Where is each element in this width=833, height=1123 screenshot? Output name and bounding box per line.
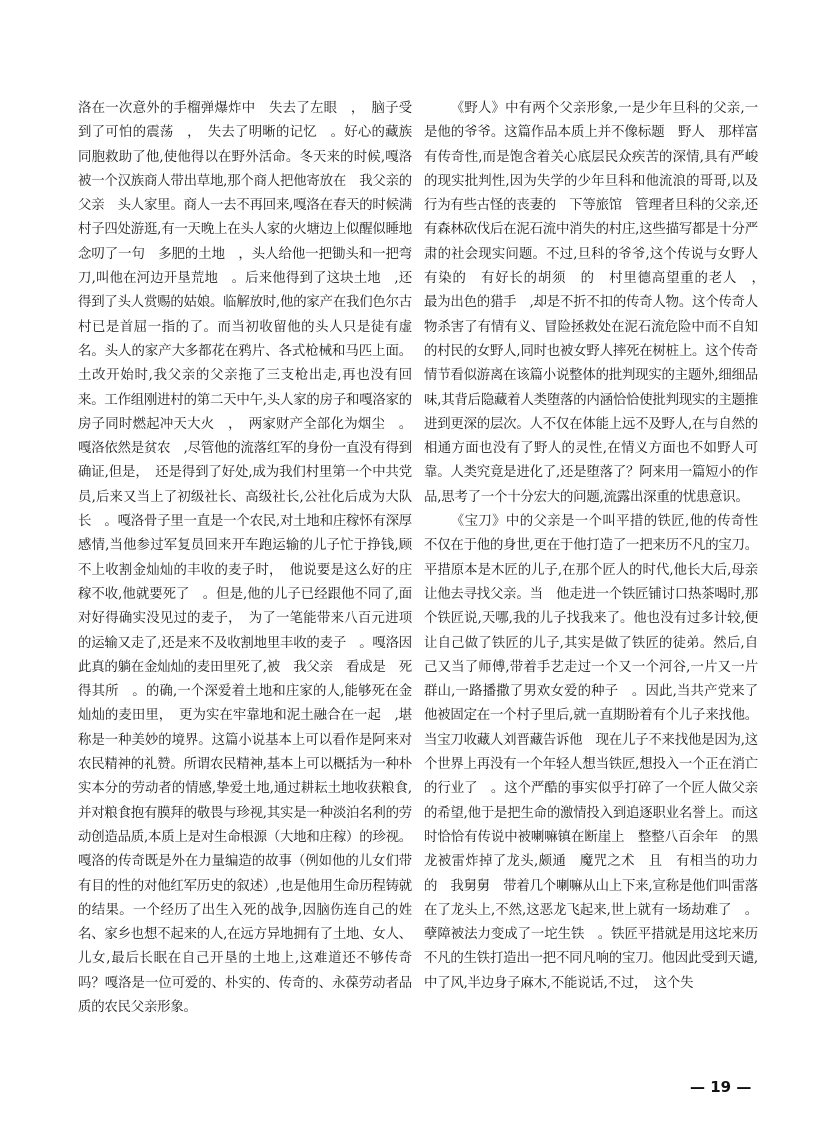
page-number: — 19 — bbox=[690, 1078, 752, 1096]
paragraph: 《宝刀》中的父亲是一个叫平措的铁匠,他的传奇性不仅在于他的身世,更在于他打造了一把来历不凡的宝刀。平措原本是木匠的儿子,在那个匠人的时代,他长大后,母亲让他去寻找父亲。当 他走进一个铁匠铺讨口热茶喝时,那个铁匠说,天哪,我的儿子找我来了。他也没有过多计较,便让自己做了铁匠的儿子,其实是做了铁匠的徒弟。然后,自己又当了师傅,带着手艺走过一个又一个河谷,一片又一片群山,一路播撒了男欢女爱的种子 。因此,当共产党来了他被固定在一个村子里后,就一直期盼着有个儿子来找他。当宝刀收藏人刘晋藏告诉他 现在儿子不来找他是因为,这个世界上再没有一个年轻人想当铁匠,想投入一个正在消亡的行业了 。这个严酷的事实似乎打碎了一个匠人做父亲的希望,他于是把生命的激情投入到追逐职业名誉上。而这时恰恰有传说中被喇嘛镇在断崖上 整整八百余年 的黑龙被雷炸掉了龙头,颇通 魔咒之术 且 有相当的功力 的 我舅舅 带着几个喇嘛从山上下来,宣称是他们叫雷落在了龙头上,不然,这恶龙飞起来,世上就有一场劫难了 。孽障被法力变成了一坨生铁 。铁匠平措就是用这坨来历不凡的生铁打造出一把不同凡响的宝刀。他因此受到天谴,中了风,半边身子麻木,不能说话,不过， 这个失 bbox=[424, 514, 772, 991]
left-column bbox=[78, 97, 412, 1020]
paragraph: 《野人》中有两个父亲形象,一是少年旦科的父亲,一是他的爷爷。这篇作品本质上并不像标题 野人 那样富有传奇性,而是饱含着关心底层民众疾苦的深情,具有严峻的现实批判性,因为失学的少年旦科和他流浪的哥哥,以及行为有些古怪的丧妻的 下等旅馆 管理者旦科的父亲,还有森林砍伐后在泥石流中消失的村庄,这些描写都是十分严肃的社会现实问题。不过,旦科的爷爷,这个传说与女野人有染的 有好长的胡须 的 村里德高望重的老人 ， 最为出色的猎手 ,却是不折不扣的传奇人物。这个传奇人物杀害了有情有义、冒险拯救处在泥石流危险中而不自知的村民的女野人,同时也被女野人摔死在树桩上。这个传奇情节看似游离在该篇小说整体的批判现实的主题外,细细品味,其背后隐藏着人类堕落的内涵恰恰使批判现实的主题推进到更深的层次。人不仅在体能上远不及野人,在与自然的相通方面也没有了野人的灵性,在情义方面也不如野人可靠。人类究竟是进化了,还是堕落了？阿来用一篇短小的作品,思考了一个十分宏大的问题,流露出深重的忧患意识。 bbox=[424, 101, 772, 505]
paragraph: 洛在一次意外的手榴弹爆炸中 失去了左眼 ， 脑子受到了可怕的震荡 ， 失去了明晰的记忆 。好心的藏族同胞救助了他,使他得以在野外活命。冬天来的时候,嘎洛被一个汉族商人带出草地,那个商人把他寄放在 我父亲的父亲 头人家里。商人一去不再回来,嘎洛在春天的时候满村子四处游逛,有一天晚上在头人家的火塘边上似醒似睡地念叨了一句 多肥的土地 ，头人给他一把锄头和一把弯刀,叫他在河边开垦荒地 。后来他得到了这块土地 ,还得到了头人赏赐的姑娘。临解放时,他的家产在我们色尔古村已是首屈一指的了。而当初收留他的头人只是徒有虚名。头人的家产大多都花在鸦片、各式枪械和马匹上面。土改开始时,我父亲的父亲拖了三支枪出走,再也没有回来。工作组刚进村的第二天中午,头人家的房子和嘎洛家的房子同时燃起冲天大火 ， 两家财产全部化为烟尘 。嘎洛依然是贫农 ,尽管他的流落红军的身份一直没有得到确证,但是， 还是得到了好处,成为我们村里第一个中共党员,后来又当上了初级社长、高级社长,公社化后成为大队长 。嘎洛骨子里一直是一个农民,对土地和庄稼怀有深厚感情,当他参过军复员回来开车跑运输的儿子忙于挣钱,顾不上收割金灿灿的丰收的麦子时， 他说要是这么好的庄稼不收,他就要死了 。但是,他的儿子已经跟他不同了,面对好得确实没见过的麦子， 为了一笔能带来八百元进项的运输又走了,还是来不及收割地里丰收的麦子 。嘎洛因此真的躺在金灿灿的麦田里死了,被 我父亲 看成是 死得其所 。的确,一个深爱着土地和庄家的人,能够死在金灿灿的麦田里， 更为实在牢靠地和泥土融合在一起 ,堪称是一种美妙的境界。这篇小说基本上可以看作是阿来对农民精神的礼赞。所谓农民精神,基本上可以概括为一种朴实本分的劳动者的情感,挚爱土地,通过耕耘土地收获粮食,并对粮食抱有膜拜的敬畏与珍视,其实是一种淡泊名利的劳动创造品质,本质上是对生命根源（大地和庄稼）的珍视。嘎洛的传奇既是外在力量编造的故事（例如他的儿女们带有目的性的对他红军历史的叙述）,也是他用生命历程铸就的结果。一个经历了出生入死的战争,因脑伤连自己的姓名、家乡也想不起来的人,在远方异地拥有了土地、女人、儿女,最后长眠在自己开垦的土地上,这难道还不够传奇吗？嘎洛是一位可爱的、朴实的、传奇的、永葆劳动者品质的农民父亲形象。 bbox=[78, 101, 412, 1015]
right-column bbox=[424, 97, 772, 996]
